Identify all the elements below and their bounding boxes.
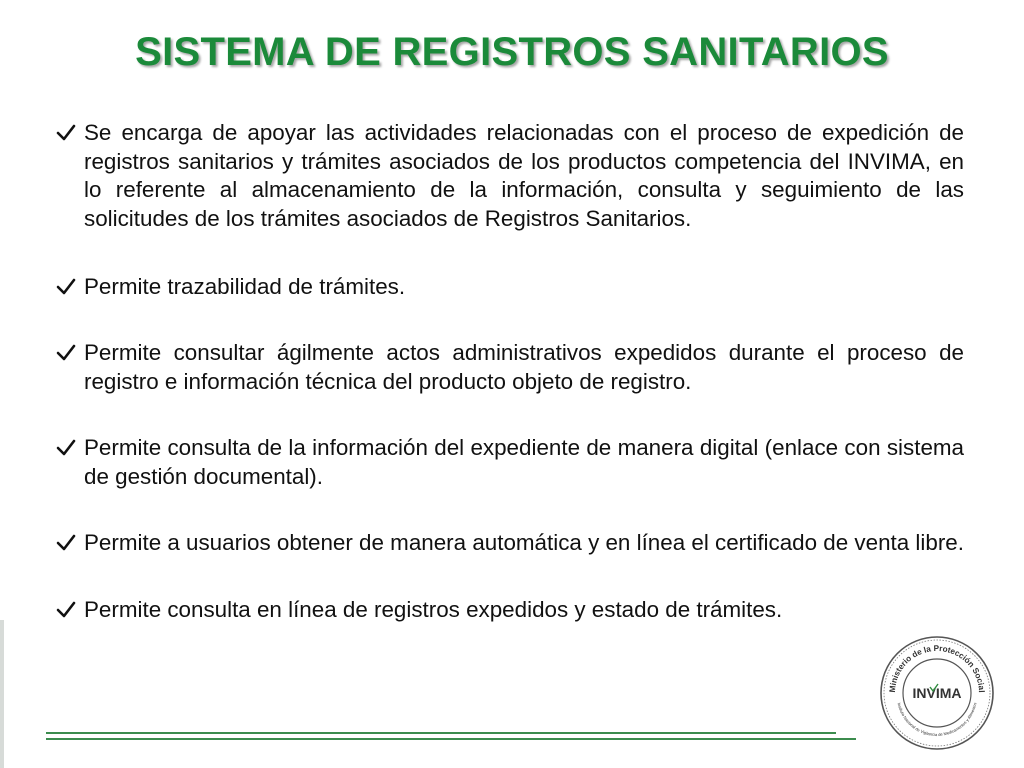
checkmark-icon [56, 601, 76, 619]
bullet-text: Permite consulta de la información del expediente de manera digital (enlace con sistema de gestión documental). [84, 435, 964, 489]
bullet-item [56, 339, 964, 396]
footer-rule [46, 732, 836, 734]
checkmark-icon [56, 439, 76, 457]
bullet-item [56, 529, 964, 558]
bullet-item [56, 434, 964, 491]
checkmark-icon [56, 278, 76, 296]
bullet-text: Permite consulta en línea de registros expedidos y estado de trámites. [84, 596, 783, 622]
left-edge-strip [0, 620, 4, 768]
seal-bottom-text: Instituto Nacional de Vigilancia de Medicamentos y Alimentos [896, 702, 978, 738]
slide-title: SISTEMA DE REGISTROS SANITARIOS [135, 30, 889, 74]
seal-top-text: Ministerio de la Protección Social [887, 643, 987, 693]
bullet-text: Permite consultar ágilmente actos administrativos expedidos durante el proceso de registro e información técnica del producto objeto de registro. [84, 339, 964, 394]
bullet-text: Permite trazabilidad de trámites. [84, 274, 406, 300]
bullet-item [56, 596, 964, 625]
bullet-item [56, 273, 964, 302]
checkmark-icon [56, 124, 76, 142]
invima-seal-logo [878, 634, 996, 752]
checkmark-icon [56, 344, 76, 362]
bullet-text: Se encarga de apoyar las actividades relacionadas con el proceso de expedición de registros sanitarios y trámites asociados de los productos competencia del INVIMA, en lo referente al almacenamiento de la información, consulta y seguimiento de las solicitudes de los trámites asociados de Registros Sanitarios. [84, 120, 964, 231]
bullet-list [56, 119, 964, 665]
checkmark-icon [56, 534, 76, 552]
footer-rule [46, 738, 856, 740]
bullet-item [56, 119, 964, 233]
bullet-text: Permite a usuarios obtener de manera automática y en línea el certificado de venta libre. [84, 530, 964, 556]
seal-name: INVIMA [912, 685, 962, 701]
